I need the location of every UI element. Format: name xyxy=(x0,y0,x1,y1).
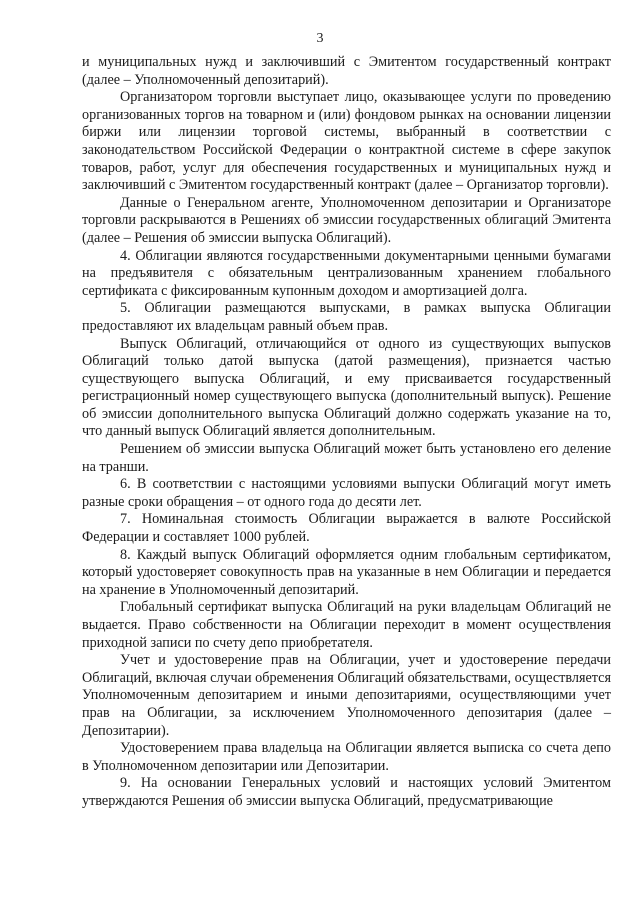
paragraph: Данные о Генеральном агенте, Уполномоченном депозитарии и Организаторе торговли раскрываются в Решениях об эмиссии государственных облигаций Эмитента (далее – Решения об эмиссии выпуска Облигаций). xyxy=(82,194,611,246)
paragraph: Учет и удостоверение прав на Облигации, учет и удостоверение передачи Облигаций, включая случаи обременения Облигаций обязательствами, осуществляется Уполномоченным депозитарием и иными депозитариями, осуществляющими учет прав на Облигации, за исключением Уполномоченного депозитария (далее – Депозитарии). xyxy=(82,652,611,739)
paragraph: Удостоверением права владельца на Облигации является выписка со счета депо в Уполномоченном депозитарии или Депозитарии. xyxy=(82,740,611,774)
paragraph-item-9: 9. На основании Генеральных условий и настоящих условий Эмитентом утверждаются Решения об эмиссии выпуска Облигаций, предусматривающие xyxy=(82,775,611,809)
document-body xyxy=(82,54,611,811)
paragraph-item-8: 8. Каждый выпуск Облигаций оформляется одним глобальным сертификатом, который удостоверяет совокупность прав на указанные в нем Облигации и передается на хранение в Уполномоченный депозитарий. xyxy=(82,546,611,598)
paragraph-item-4: 4. Облигации являются государственными документарными ценными бумагами на предъявителя с обязательным централизованным хранением глобального сертификата с фиксированным купонным доходом и амортизацией долга. xyxy=(82,247,611,299)
paragraph-item-5: 5. Облигации размещаются выпусками, в рамках выпуска Облигации предоставляют их владельцам равный объем прав. xyxy=(82,300,611,334)
paragraph: Организатором торговли выступает лицо, оказывающее услуги по проведению организованных торгов на товарном и (или) фондовом рынках на основании лицензии биржи или лицензии торговой системы, выбранный в соответствии с законодательством Российской Федерации о контрактной системе в сфере закупок товаров, работ, услуг для обеспечения государственных и муниципальных нужд и заключивший с Эмитентом государственный контракт (далее – Организатор торговли). xyxy=(82,89,611,194)
page-number: 3 xyxy=(316,31,324,46)
paragraph-continuation: и муниципальных нужд и заключивший с Эмитентом государственный контракт (далее – Уполномоченный депозитарий). xyxy=(82,54,611,88)
paragraph: Глобальный сертификат выпуска Облигаций на руки владельцам Облигаций не выдается. Право собственности на Облигации переходит в момент осуществления приходной записи по счету депо приобретателя. xyxy=(82,599,611,651)
paragraph: Решением об эмиссии выпуска Облигаций может быть установлено его деление на транши. xyxy=(82,441,611,475)
paragraph-item-7: 7. Номинальная стоимость Облигации выражается в валюте Российской Федерации и составляет 1000 рублей. xyxy=(82,511,611,546)
paragraph-item-6: 6. В соответствии с настоящими условиями выпуски Облигаций могут иметь разные сроки обращения – от одного года до десяти лет. xyxy=(82,476,611,510)
paragraph: Выпуск Облигаций, отличающийся от одного из существующих выпусков Облигаций только датой выпуска (датой размещения), признается частью существующего выпуска Облигаций, и ему присваивается государственный регистрационный номер существующего выпуска (дополнительный выпуск). Решение об эмиссии дополнительного выпуска Облигаций должно содержать указание на то, что данный выпуск Облигаций является дополнительным. xyxy=(82,335,611,440)
